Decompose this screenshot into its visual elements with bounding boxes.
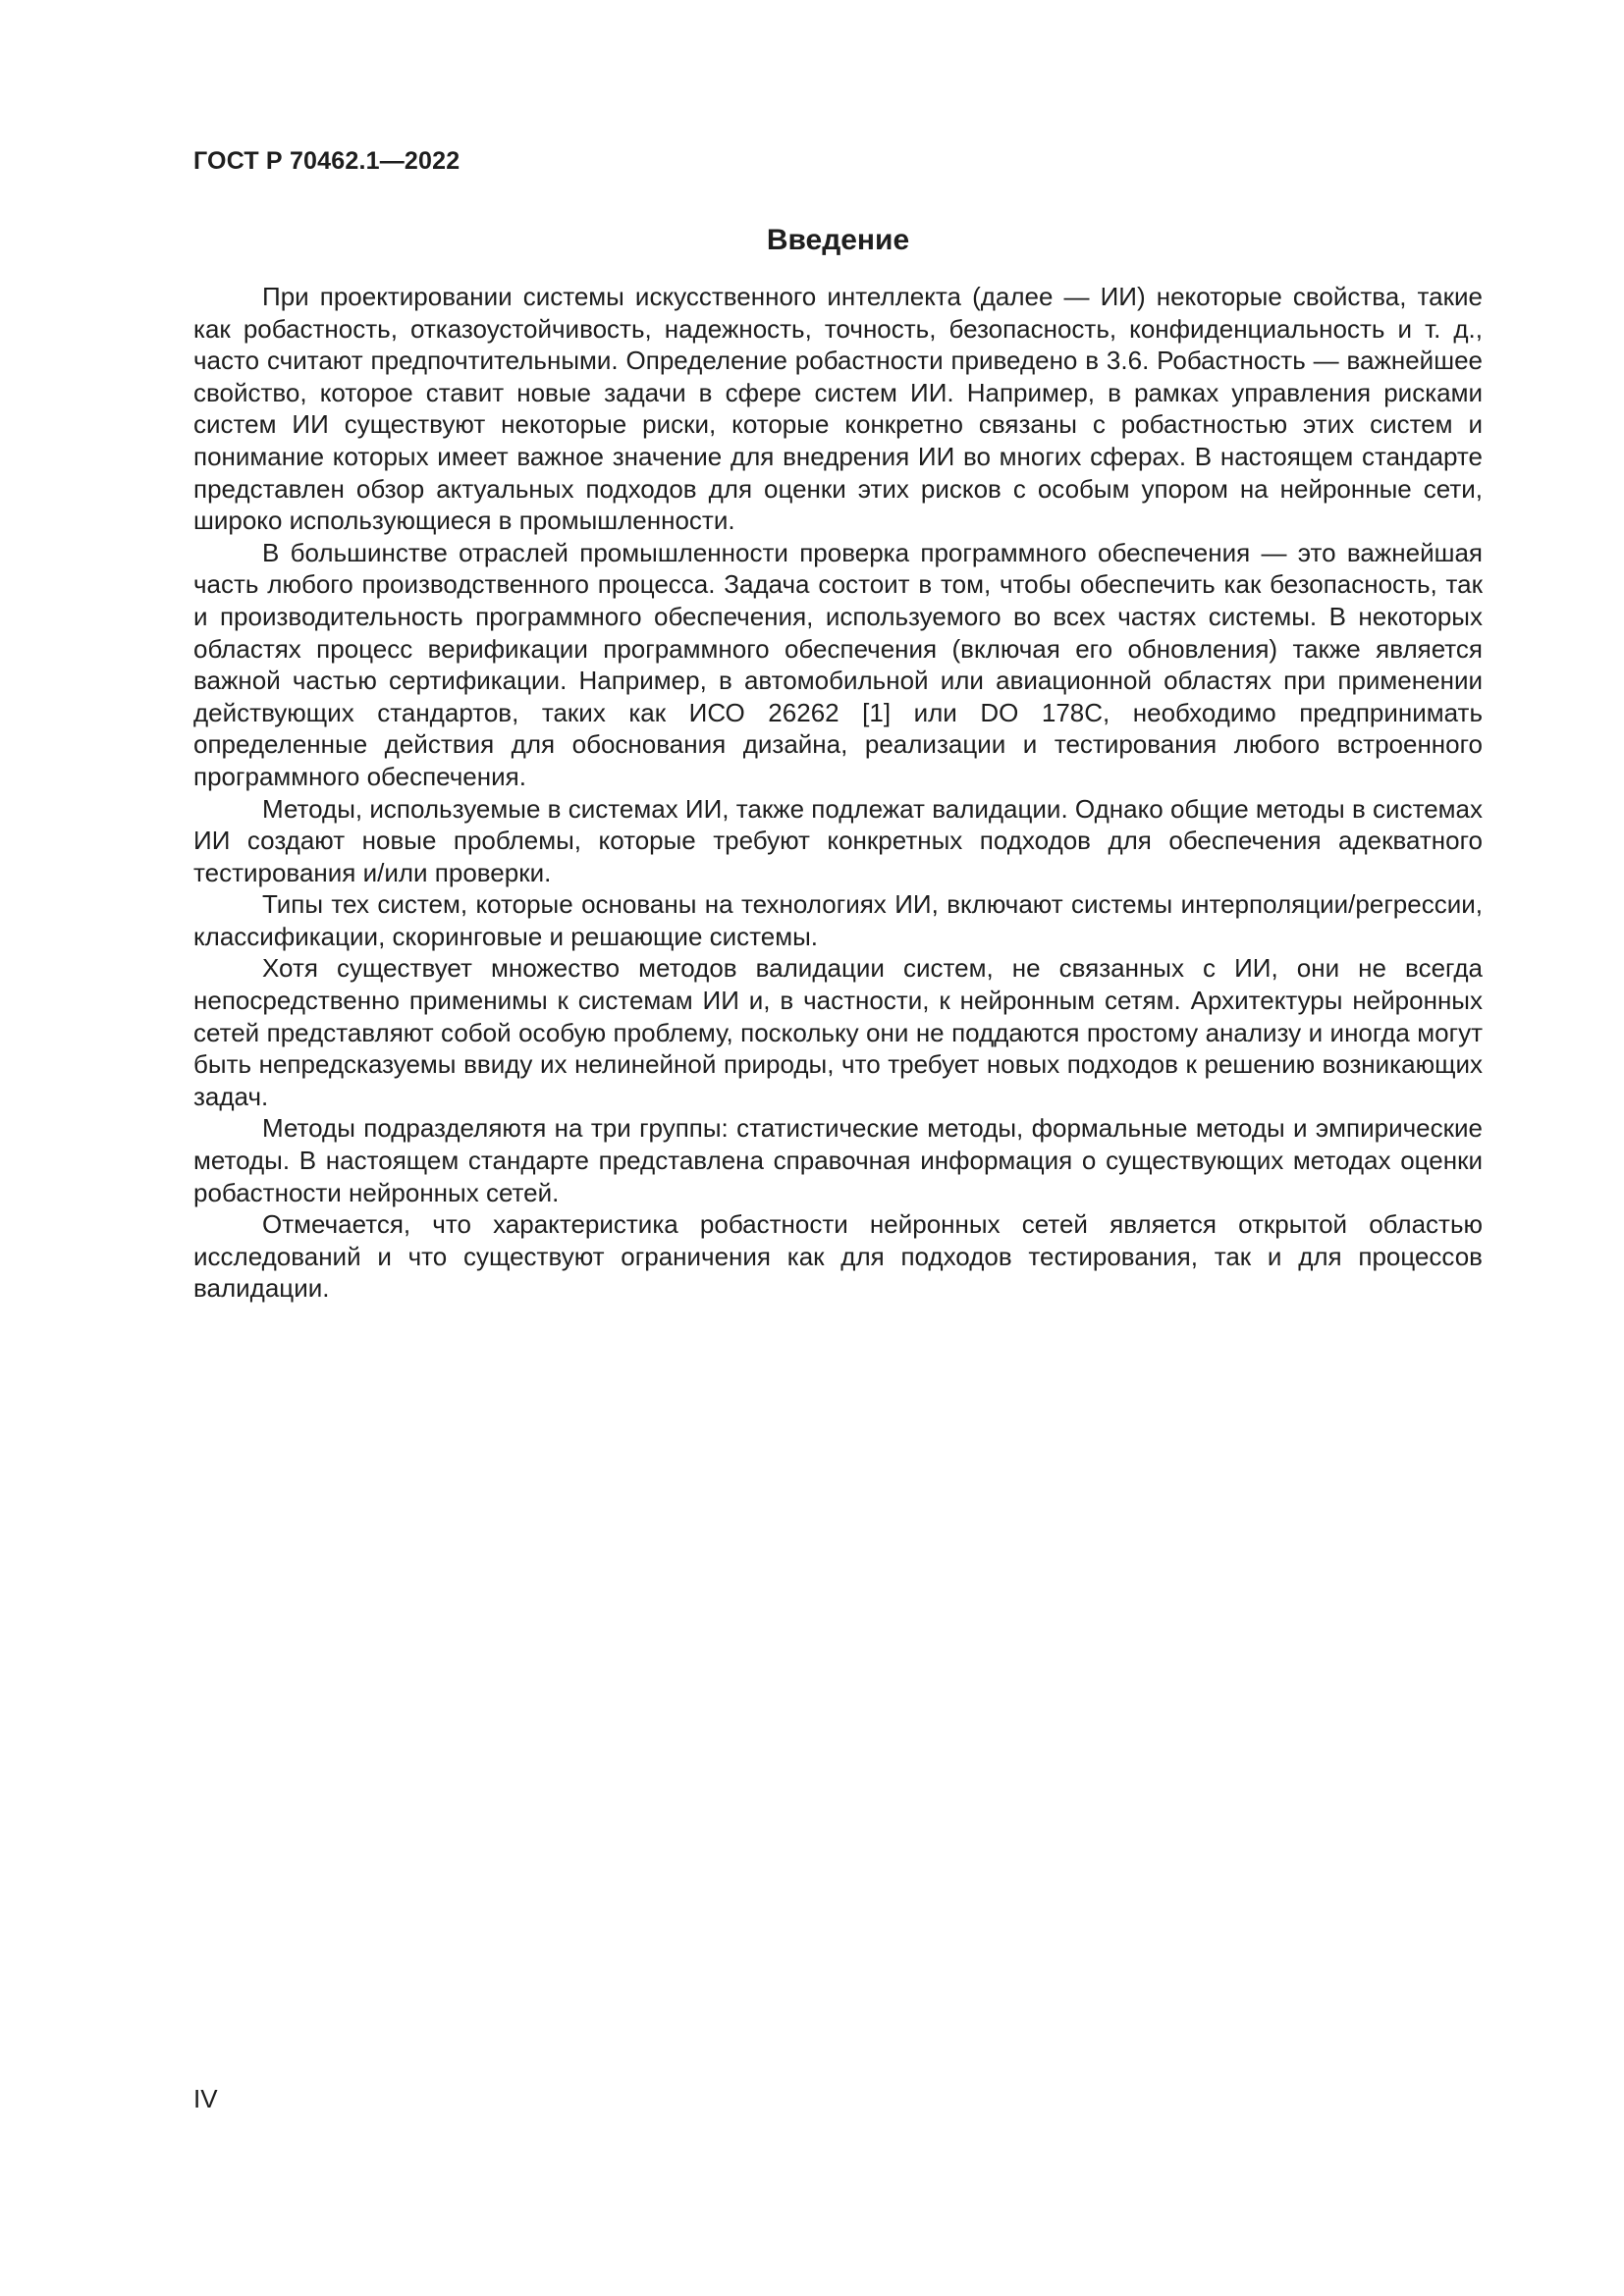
paragraph: Методы, используемые в системах ИИ, также подлежат валидации. Однако общие методы в системах ИИ создают новые проблемы, которые требуют конкретных подходов для обеспечения адекватного тестирования и/или проверки. (193, 793, 1483, 887)
page-number: IV (193, 2084, 218, 2113)
section-title: Введение (766, 224, 910, 256)
paragraph: Методы подразделяютя на три группы: статистические методы, формальные методы и эмпирические методы. В настоящем стандарте представлена справочная информация о существующих методах оценки робастности нейронных сетей. (193, 1113, 1483, 1207)
paragraph: Отмечается, что характеристика робастности нейронных сетей является открытой областью исследований и что существуют ограничения как для подходов тестирования, так и для процессов валидации. (193, 1209, 1483, 1304)
paragraph: Типы тех систем, которые основаны на технологиях ИИ, включают системы интерполяции/регрессии, классификации, скоринговые и решающие системы. (193, 889, 1483, 951)
body-text (193, 281, 1483, 1305)
document-id-header: ГОСТ Р 70462.1—2022 (193, 147, 460, 175)
paragraph: При проектировании системы искусственного интеллекта (далее — ИИ) некоторые свойства, такие как робастность, отказоустойчивость, надежность, точность, безопасность, конфиденциальность и т. д., часто считают предпочтительными. Определение робастности приведено в 3.6. Робастность — важнейшее свойство, которое ставит новые задачи в сфере систем ИИ. Например, в рамках управления рисками систем ИИ существуют некоторые риски, которые конкретно связаны с робастностью этих систем и понимание которых имеет важное значение для внедрения ИИ во многих сферах. В настоящем стандарте представлен обзор актуальных подходов для оценки этих рисков с особым упором на нейронные сети, широко использующиеся в промышленности. (193, 282, 1483, 536)
paragraph: В большинстве отраслей промышленности проверка программного обеспечения — это важнейшая часть любого производственного процесса. Задача состоит в том, чтобы обеспечить как безопасность, так и производительность программного обеспечения, используемого во всех частях системы. В некоторых областях процесс верификации программного обеспечения (включая его обновления) также является важной частью сертификации. Например, в автомобильной или авиационной областях при применении действующих стандартов, таких как ИСО 26262 [1] или DO 178C, необходимо предпринимать определенные действия для обоснования дизайна, реализации и тестирования любого встроенного программного обеспечения. (193, 537, 1483, 791)
paragraph: Хотя существует множество методов валидации систем, не связанных с ИИ, они не всегда непосредственно применимы к системам ИИ и, в частности, к нейронным сетям. Архитектуры нейронных сетей представляют собой особую проблему, поскольку они не поддаются простому анализу и иногда могут быть непредсказуемы ввиду их нелинейной природы, что требует новых подходов к решению возникающих задач. (193, 953, 1483, 1111)
